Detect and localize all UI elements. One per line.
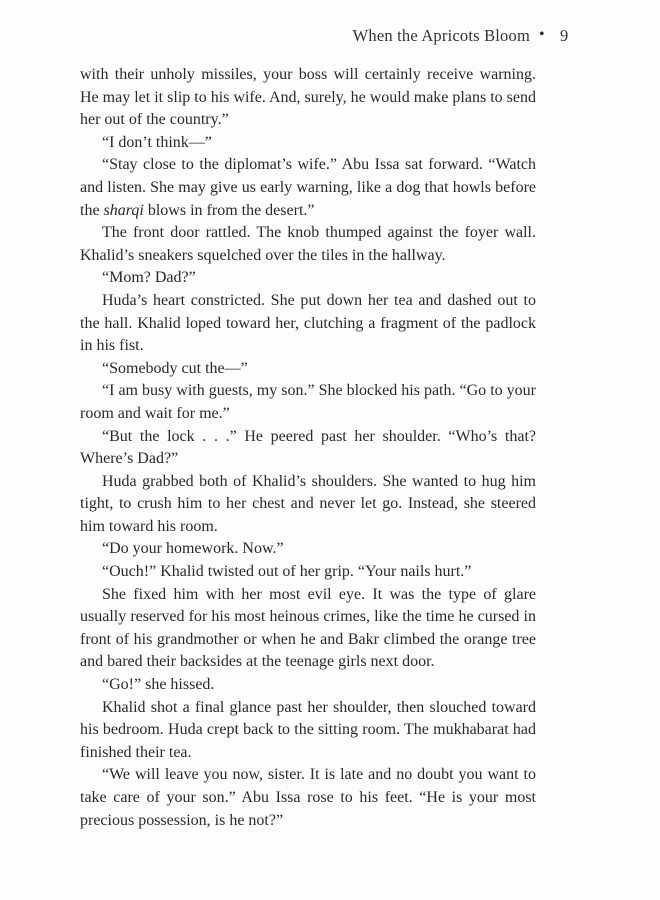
paragraph: Huda’s heart constricted. She put down her tea and dashed out to the hall. Khalid loped toward her, clutching a fragment of the padlock in his fist. xyxy=(80,291,536,355)
paragraph xyxy=(80,154,536,222)
paragraph: “But the lock . . .” He peered past her shoulder. “Who’s that? Where’s Dad?” xyxy=(80,427,536,468)
page-number: 9 xyxy=(560,26,569,45)
paragraph: “Mom? Dad?” xyxy=(102,269,196,287)
paragraph: with their unholy missiles, your boss will certainly receive warning. He may let it slip to his wife. And, surely, he would make plans to send her out of the country.” xyxy=(80,66,536,129)
paragraph: “Go!” she hissed. xyxy=(102,676,215,694)
paragraph-text: blows in from the desert.” xyxy=(143,201,315,219)
running-head-separator: • xyxy=(539,26,545,43)
paragraph: “We will leave you now, sister. It is late and no doubt you want to take care of your son.” Abu Issa rose to his feet. “He is your most precious possession, is he not?” xyxy=(80,766,536,829)
italic-term: sharqi xyxy=(103,201,144,219)
paragraph: She fixed him with her most evil eye. It was the type of glare usually reserved for his most heinous crimes, like the time he cursed in front of his grandmother or when he and Bakr climbed the orange tree and bared their backsides at the teenage girls next door. xyxy=(80,585,536,671)
body-text xyxy=(80,64,536,832)
paragraph: “I don’t think—” xyxy=(102,133,212,151)
paragraph: “Ouch!” Khalid twisted out of her grip. “Your nails hurt.” xyxy=(102,563,472,581)
paragraph: “Do your homework. Now.” xyxy=(102,540,284,558)
paragraph: Huda grabbed both of Khalid’s shoulders. She wanted to hug him tight, to crush him to her chest and never let go. Instead, she steered him toward his room. xyxy=(80,472,536,535)
paragraph: The front door rattled. The knob thumped against the foyer wall. Khalid’s sneakers squelched over the tiles in the hallway. xyxy=(80,224,536,264)
paragraph: “Somebody cut the—” xyxy=(102,359,248,377)
paragraph: Khalid shot a final glance past her shoulder, then slouched toward his bedroom. Huda crept back to the sitting room. The mukhabarat had finished their tea. xyxy=(80,698,536,761)
paragraph: “I am busy with guests, my son.” She blocked his path. “Go to your room and wait for me.” xyxy=(80,382,536,422)
running-head-title: When the Apricots Bloom xyxy=(352,26,530,45)
paragraph-text: “Stay close to the diplomat’s wife.” Abu Issa sat forward. “Watch and listen. She may give us early warning, like a dog that howls before the xyxy=(80,156,536,219)
